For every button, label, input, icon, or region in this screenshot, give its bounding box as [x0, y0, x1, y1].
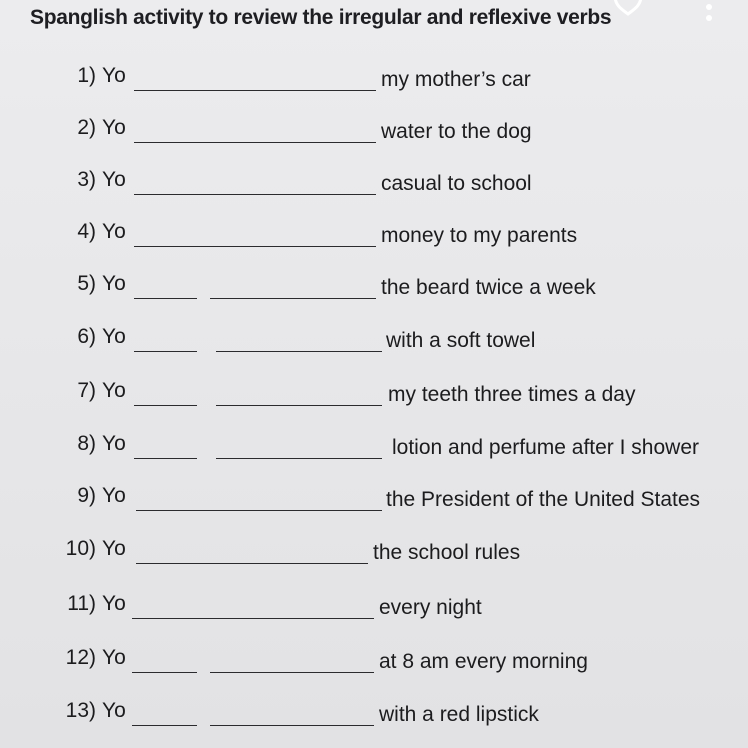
exercise-row: [0, 272, 748, 312]
exercise-row: [0, 220, 748, 260]
phrase-text: with a soft towel: [386, 329, 536, 352]
exercise-prompt: [56, 699, 126, 723]
more-vertical-icon[interactable]: [702, 2, 716, 28]
answer-blank[interactable]: [134, 458, 197, 459]
exercise-prompt: [56, 220, 126, 244]
answer-blank[interactable]: [134, 351, 197, 352]
phrase-text: casual to school: [381, 172, 532, 195]
phrase-text: at 8 am every morning: [379, 650, 588, 673]
pronoun-label: Yo: [102, 325, 126, 348]
exercise-row: [0, 699, 748, 739]
answer-blank[interactable]: [132, 725, 197, 726]
answer-blank[interactable]: [136, 510, 382, 511]
exercise-row: [0, 646, 748, 686]
exercise-number: 8): [77, 432, 96, 455]
exercise-row: [0, 116, 748, 156]
answer-blank[interactable]: [210, 725, 374, 726]
heart-icon[interactable]: [611, 0, 645, 18]
answer-blank[interactable]: [132, 618, 374, 619]
exercise-number: 10): [65, 537, 96, 560]
exercise-prompt: [56, 379, 126, 403]
exercise-number: 7): [77, 379, 96, 402]
exercise-number: 12): [65, 646, 96, 669]
answer-blank[interactable]: [216, 351, 382, 352]
exercise-number: 3): [77, 168, 96, 191]
exercise-number: 4): [77, 220, 96, 243]
exercise-prompt: [56, 592, 126, 616]
pronoun-label: Yo: [102, 537, 126, 560]
phrase-text: the President of the United States: [386, 488, 701, 511]
exercise-prompt: [56, 432, 126, 456]
answer-blank[interactable]: [132, 672, 197, 673]
exercise-number: 11): [67, 592, 96, 615]
exercise-number: 9): [77, 484, 96, 507]
exercise-prompt: [56, 272, 126, 296]
exercise-prompt: [56, 646, 126, 670]
exercise-prompt: [56, 484, 126, 508]
exercise-row: [0, 379, 748, 419]
exercise-prompt: [56, 116, 126, 140]
answer-blank[interactable]: [210, 672, 374, 673]
phrase-text: the beard twice a week: [381, 276, 596, 299]
exercise-prompt: [56, 64, 126, 88]
answer-blank[interactable]: [134, 298, 197, 299]
pronoun-label: Yo: [102, 646, 126, 669]
pronoun-label: Yo: [102, 220, 126, 243]
answer-blank[interactable]: [134, 194, 376, 195]
pronoun-label: Yo: [102, 116, 126, 139]
answer-blank[interactable]: [134, 142, 376, 143]
answer-blank[interactable]: [216, 405, 382, 406]
exercise-row: [0, 64, 748, 104]
phrase-text: every night: [379, 596, 482, 619]
phrase-text: money to my parents: [381, 224, 578, 247]
exercise-prompt: [56, 168, 126, 192]
phrase-text: my mother’s car: [381, 68, 531, 91]
answer-blank[interactable]: [136, 563, 368, 564]
pronoun-label: Yo: [102, 168, 126, 191]
pronoun-label: Yo: [102, 699, 126, 722]
answer-blank[interactable]: [134, 246, 376, 247]
exercise-number: 2): [77, 116, 96, 139]
exercise-number: 1): [77, 64, 96, 87]
answer-blank[interactable]: [134, 90, 376, 91]
phrase-text: water to the dog: [381, 120, 532, 143]
pronoun-label: Yo: [102, 272, 126, 295]
answer-blank[interactable]: [216, 458, 382, 459]
exercise-row: [0, 168, 748, 208]
pronoun-label: Yo: [102, 379, 126, 402]
answer-blank[interactable]: [134, 405, 197, 406]
exercise-prompt: [56, 537, 126, 561]
exercise-number: 6): [77, 325, 96, 348]
phrase-text: with a red lipstick: [379, 703, 539, 726]
pronoun-label: Yo: [102, 484, 126, 507]
pronoun-label: Yo: [102, 592, 126, 615]
exercise-row: [0, 484, 748, 524]
exercise-row: [0, 325, 748, 365]
phrase-text: my teeth three times a day: [388, 383, 636, 406]
pronoun-label: Yo: [102, 432, 126, 455]
worksheet-title: Spanglish activity to review the irregular and reflexive verbs: [30, 6, 612, 29]
exercise-row: [0, 432, 748, 472]
exercise-number: 5): [77, 272, 96, 295]
exercise-prompt: [56, 325, 126, 349]
exercise-row: [0, 537, 748, 577]
phrase-text: lotion and perfume after I shower: [392, 436, 700, 459]
exercise-row: [0, 592, 748, 632]
phrase-text: the school rules: [373, 541, 521, 564]
pronoun-label: Yo: [102, 64, 126, 87]
answer-blank[interactable]: [210, 298, 376, 299]
exercise-number: 13): [65, 699, 96, 722]
